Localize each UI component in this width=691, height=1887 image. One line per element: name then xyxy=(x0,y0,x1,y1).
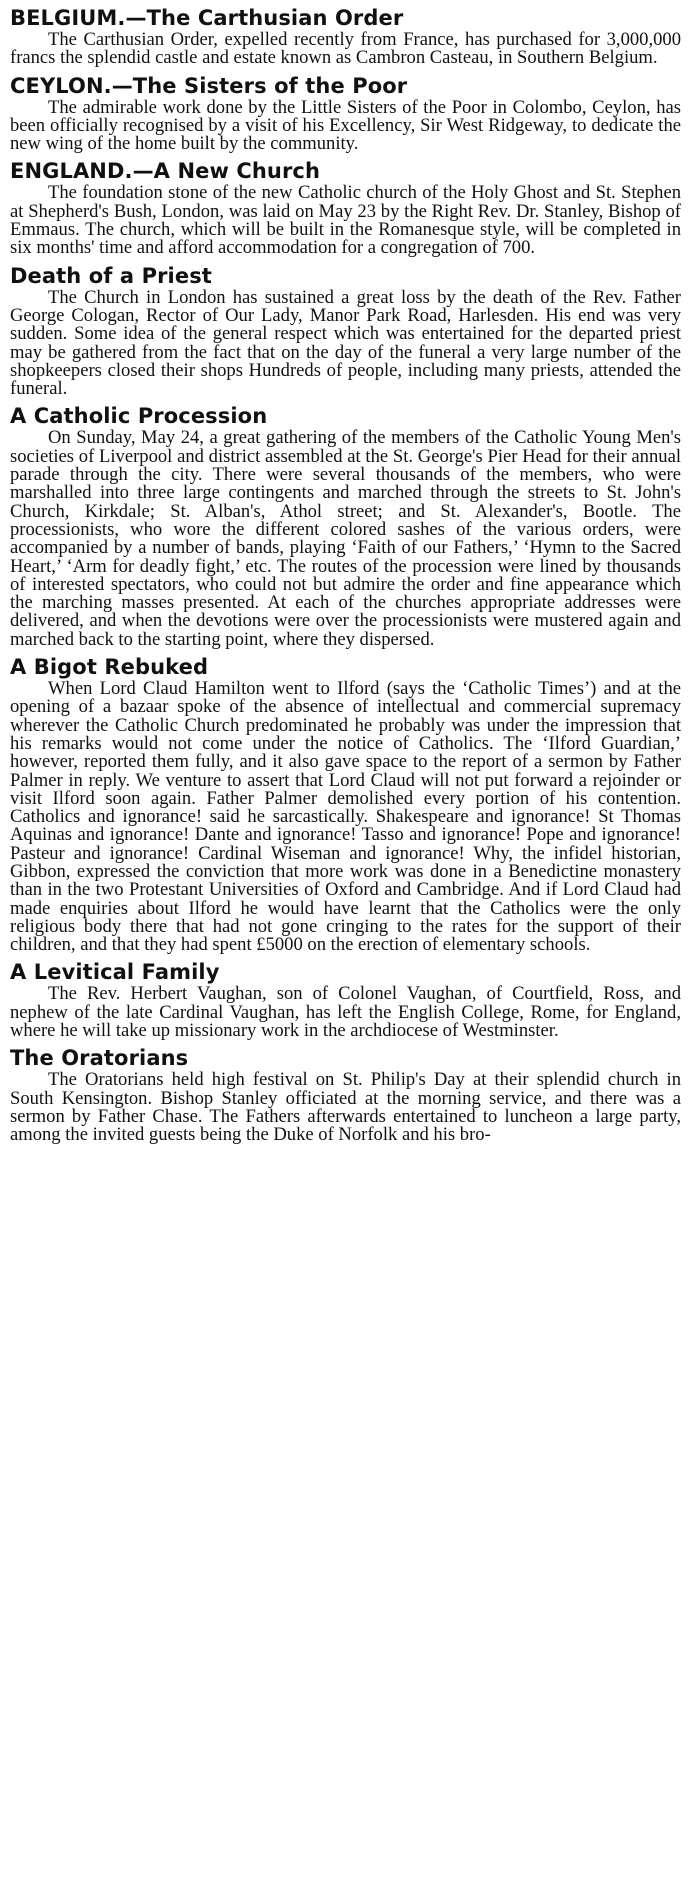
article-body: The admirable work done by the Little Sisters of the Poor in Colombo, Ceylon, has been officially recognised by a visit of his Excellency, Sir West Ridgeway, to dedicate the new wing of the home built by the community. xyxy=(10,96,681,155)
article-headline: ENGLAND.—A New Church xyxy=(10,159,321,184)
article-body: The foundation stone of the new Catholic church of the Holy Ghost and St. Stephen at Shepherd's Bush, London, was laid on May 23 by the Right Rev. Dr. Stanley, Bishop of Emmaus. The church, which will be built in the Romanesque style, will be completed in six months' time and afford accommodation for a congregation of 700. xyxy=(10,182,681,259)
article-levitical-family xyxy=(10,960,681,1040)
article-body: When Lord Claud Hamilton went to Ilford (says the ‘Catholic Times’) and at the opening of a bazaar spoke of the absence of intellectual and commercial supremacy wherever the Catholic Church predominated he probably was under the impression that his remarks would not come under the notice of Catholics. The ‘Ilford Guardian,’ however, reported them fully, and it also gave space to the report of a sermon by Father Palmer in reply. We venture to assert that Lord Claud will not put forward a rejoinder or visit Ilford soon again. Father Palmer demolished every portion of his contention. Catholics and ignorance! said he sarcastically. Shakespeare and ignorance! St Thomas Aquinas and ignorance! Dante and ignorance! Tasso and ignorance! Pope and ignorance! Pasteur and ignorance! Cardinal Wiseman and ignorance! Why, the infidel historian, Gibbon, expressed the conviction that more work was done in a Benedictine monastery than in the two Protestant Universities of Oxford and Cambridge. And if Lord Claud had made enquiries about Ilford he would have learnt that the Catholics were the only religious body there that had not gone cringing to the rates for the support of their children, and that they had spent £5000 on the erection of elementary schools. xyxy=(10,678,681,956)
article-headline: The Oratorians xyxy=(10,1046,189,1071)
article-headline: A Catholic Procession xyxy=(10,404,268,429)
article-belgium xyxy=(10,6,681,68)
article-body: On Sunday, May 24, a great gathering of the members of the Catholic Young Men's societies of Liverpool and district assembled at the St. George's Pier Head for their annual parade through the city. There were several thousands of the members, who were marshalled into three large contingents and marched through the streets to St. John's Church, Kirkdale; St. Alban's, Athol street; and St. Alexander's, Bootle. The processionists, who wore the different colored sashes of the various orders, were accompanied by a number of bands, playing ‘Faith of our Fathers,’ ‘Hymn to the Sacred Heart,’ ‘Arm for deadly fight,’ etc. The routes of the procession were lined by thousands of interested spectators, who could not but admire the order and fine appearance which the marching masses presented. At each of the churches appropriate addresses were delivered, and when the devotions were over the processionists were mustered again and marched back to the starting point, where they dispersed. xyxy=(10,427,681,650)
article-oratorians xyxy=(10,1046,681,1144)
article-england-new-church xyxy=(10,159,681,257)
article-bigot-rebuked xyxy=(10,655,681,954)
article-death-of-a-priest xyxy=(10,264,681,399)
article-headline: BELGIUM.—The Carthusian Order xyxy=(10,6,404,30)
article-ceylon xyxy=(10,74,681,154)
article-body: The Rev. Herbert Vaughan, son of Colonel Vaughan, of Courtfield, Ross, and nephew of the late Cardinal Vaughan, has left the English College, Rome, for England, where he will take up missionary work in the archdiocese of Westminster. xyxy=(10,983,681,1042)
article-catholic-procession xyxy=(10,404,681,649)
article-headline: A Bigot Rebuked xyxy=(10,655,209,680)
article-body: The Oratorians held high festival on St. Philip's Day at their splendid church in South Kensington. Bishop Stanley officiated at the morning service, and there was a sermon by Father Chase. The Fathers afterwards entertained to luncheon a large party, among the invited guests being the Duke of Norfolk and his bro- xyxy=(10,1069,681,1146)
article-body: The Carthusian Order, expelled recently from France, has purchased for 3,000,000 francs the splendid castle and estate known as Cambron Casteau, in Southern Belgium. xyxy=(10,29,681,69)
article-headline: A Levitical Family xyxy=(10,960,220,985)
article-headline: Death of a Priest xyxy=(10,263,212,288)
article-headline: CEYLON.—The Sisters of the Poor xyxy=(10,73,408,98)
article-body: The Church in London has sustained a great loss by the death of the Rev. Father George Cologan, Rector of Our Lady, Manor Park Road, Harlesden. His end was very sudden. Some idea of the general respect which was entertained for the departed priest may be gathered from the fact that on the day of the funeral a very large number of the shopkeepers closed their shops Hundreds of people, including many priests, attended the funeral. xyxy=(10,286,681,400)
